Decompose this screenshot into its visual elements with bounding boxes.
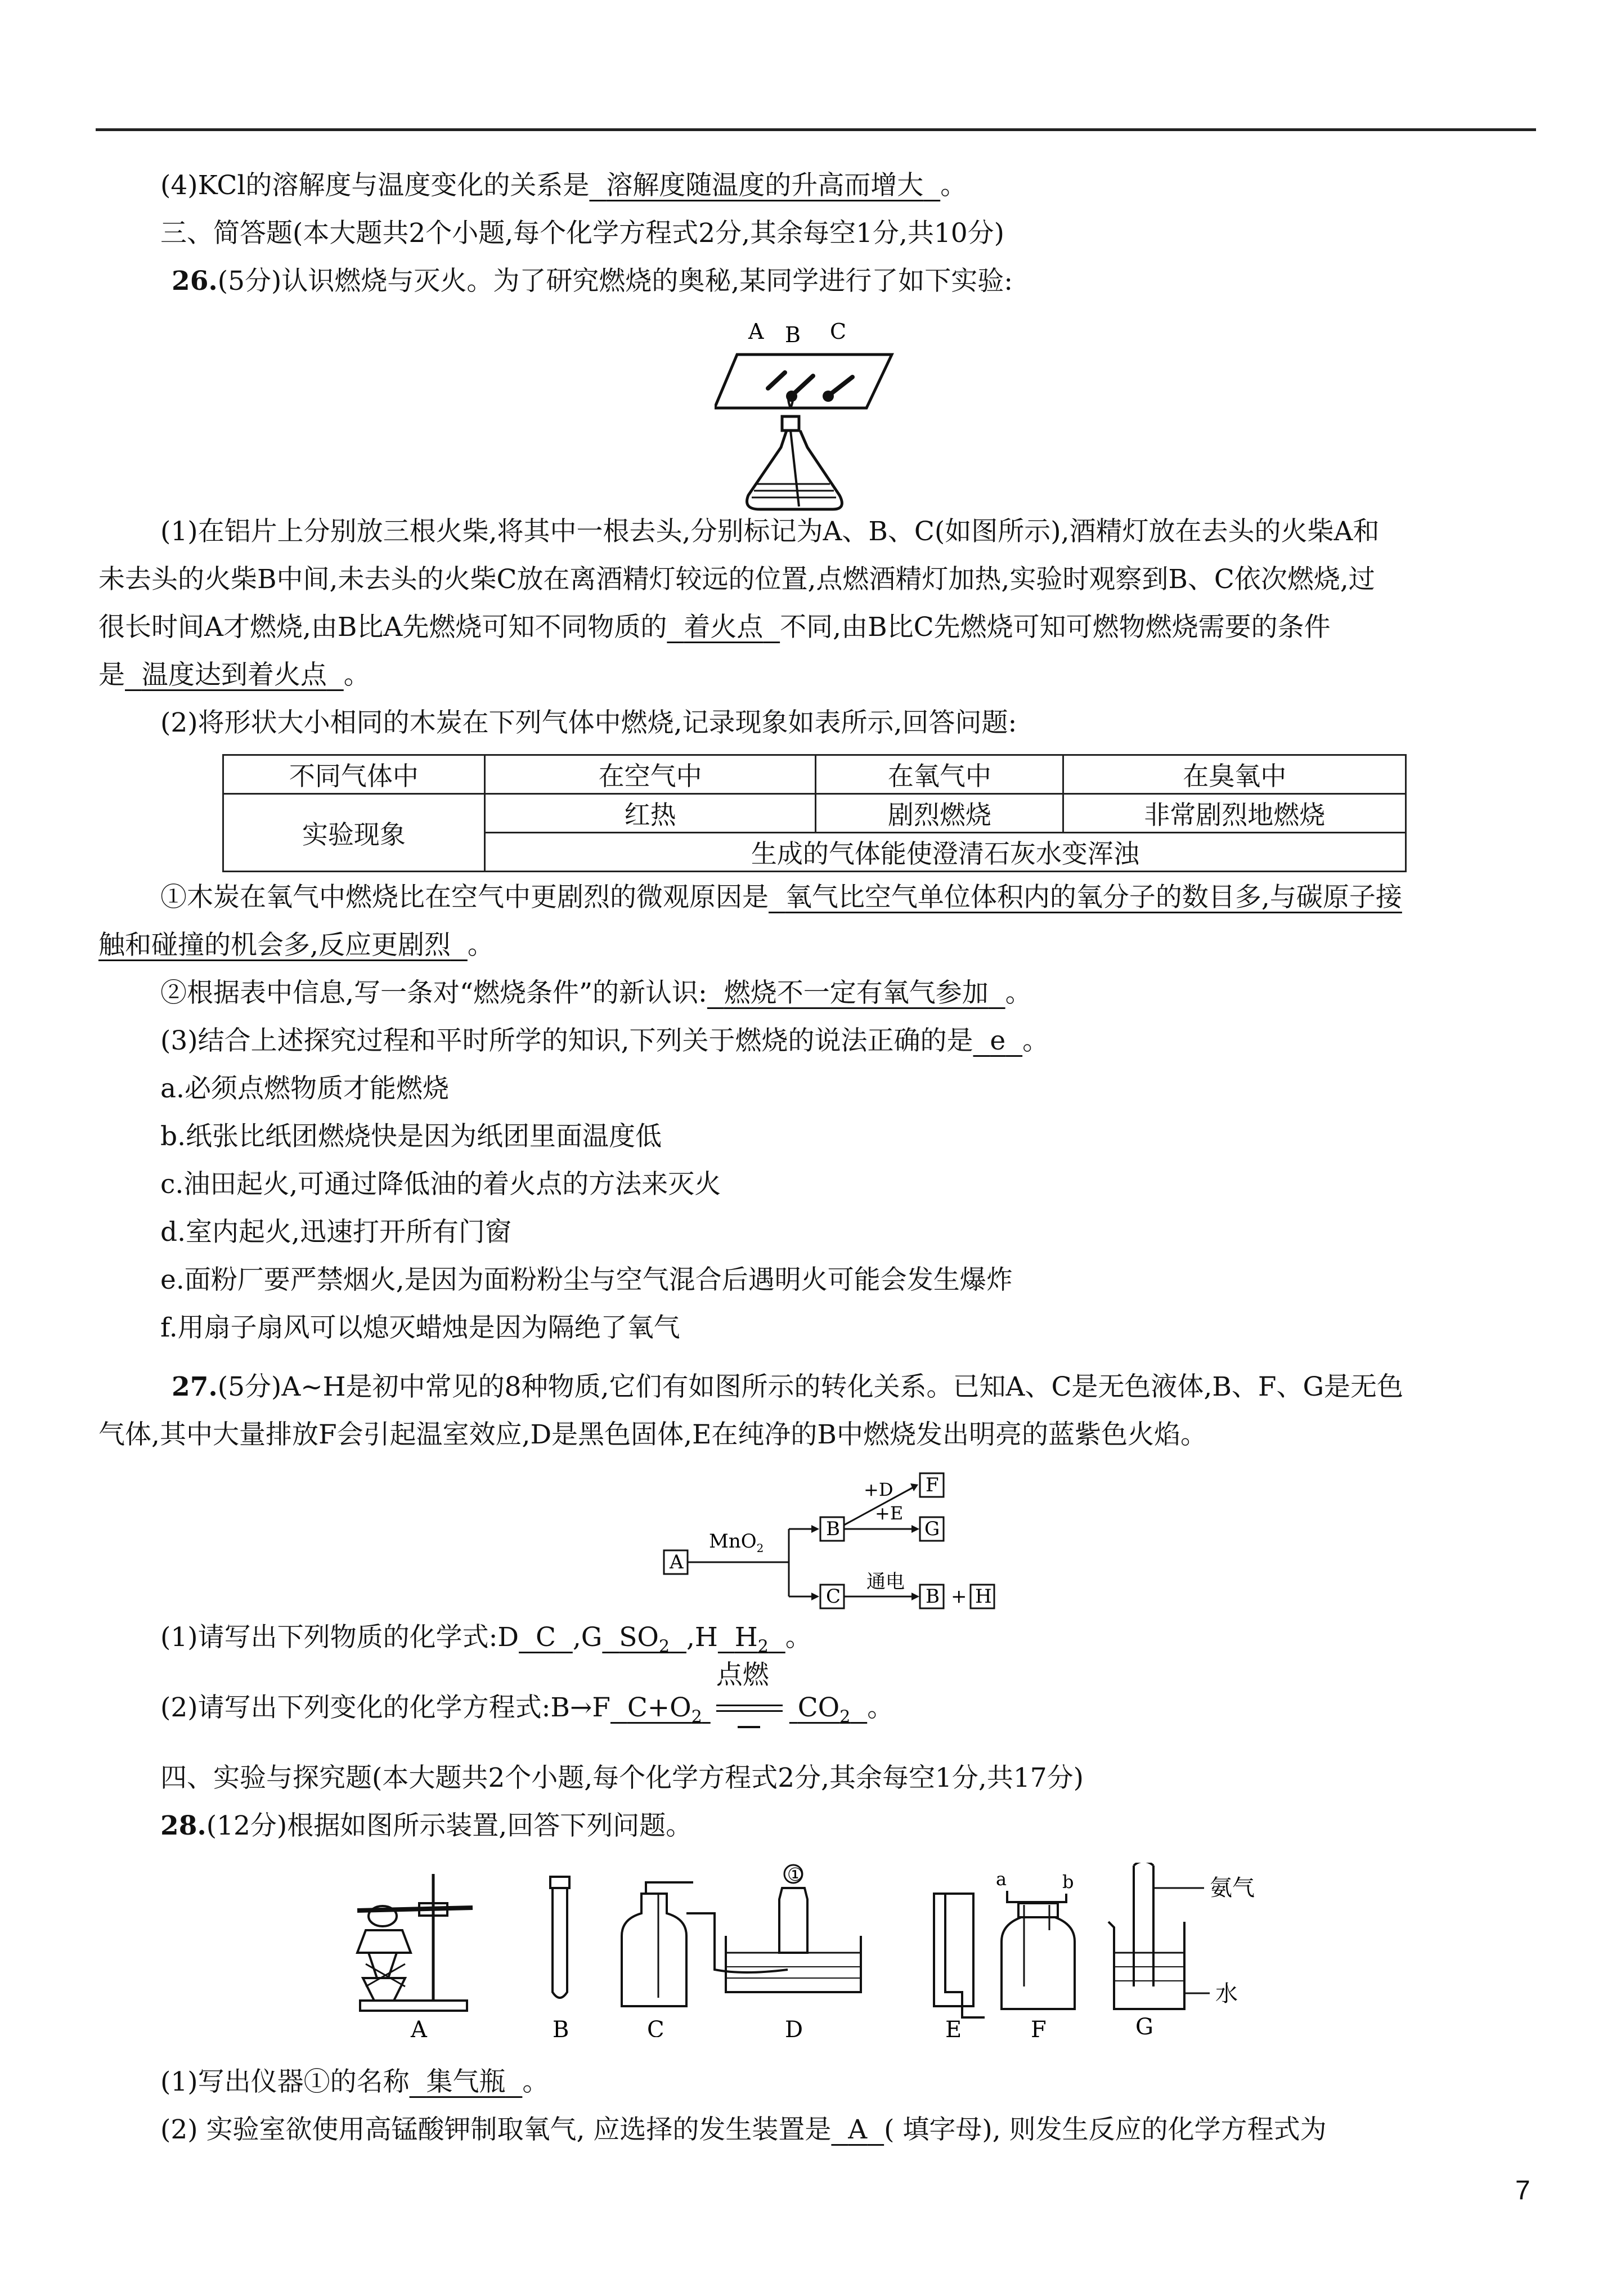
q26-s1-line2: 触和碰撞的机会多,反应更剧烈 。 bbox=[98, 930, 494, 961]
apparatus-e bbox=[934, 1894, 985, 2017]
plus-sign: + bbox=[951, 1585, 967, 1608]
reaction-condition: 点燃 bbox=[711, 1691, 789, 1725]
q27-q2: (2)请写出下列变化的化学方程式:B→F $C+O_2$ 点燃 $CO_2$ 。 bbox=[160, 1691, 893, 1734]
node-b: B bbox=[826, 1518, 840, 1540]
answer-blank: C bbox=[535, 1622, 556, 1653]
q26-heading: 26.(5分)认识燃烧与灭火。为了研究燃烧的奥秘,某同学进行了如下实验: bbox=[172, 266, 1013, 297]
apparatus-a bbox=[357, 1874, 473, 2011]
answer-blank: 氧气比空气单位体积内的氧分子的数目多,与碳原子接 bbox=[785, 882, 1402, 913]
q26-p1-line1: (1)在铝片上分别放三根火柴,将其中一根去头,分别标记为A、B、C(如图所示),酒精灯放在去头的火柴A和 bbox=[160, 516, 1380, 547]
answer-blank: 集气瓶 bbox=[426, 2066, 506, 2097]
apparatus-f bbox=[996, 1868, 1075, 2009]
port-a-label: a bbox=[996, 1868, 1007, 1890]
q27-q1: (1)请写出下列物质的化学式:D C ,G $SO_2$ ,H $H_2$ 。 bbox=[160, 1622, 812, 1657]
q26-p3: (3)结合上述探究过程和平时所学的知识,下列关于燃烧的说法正确的是 e 。 bbox=[160, 1025, 1049, 1056]
label-a: A bbox=[411, 2017, 427, 2037]
label-f: F bbox=[1031, 2017, 1047, 2037]
answer-blank: 着火点 bbox=[684, 612, 764, 643]
table-cell: 在空气中 bbox=[484, 755, 816, 794]
q28-q2: (2) 实验室欲使用高锰酸钾制取氧气, 应选择的发生装置是 A ( 填字母), 则发生反应的化学方程式为 bbox=[160, 2114, 1327, 2145]
page-number: 7 bbox=[1515, 2176, 1530, 2205]
q26-p2: (2)将形状大小相同的木炭在下列气体中燃烧,记录现象如表所示,回答问题: bbox=[160, 707, 1017, 738]
q26-s2: ②根据表中信息,写一条对“燃烧条件”的新认识: 燃烧不一定有氧气参加 。 bbox=[160, 977, 1032, 1008]
option-e: e.面粉厂要严禁烟火,是因为面粉粉尘与空气混合后遇明火可能会发生爆炸 bbox=[160, 1264, 1013, 1295]
plus-d-label: +D bbox=[864, 1479, 893, 1500]
apparatus-b bbox=[550, 1877, 569, 1998]
apparatus-g bbox=[1108, 1863, 1255, 2009]
answer-blank: 溶解度随温度的升高而增大 bbox=[606, 170, 924, 201]
q26-p1-line3: 很长时间A才燃烧,由B比A先燃烧可知不同物质的 着火点 不同,由B比C先燃烧可知可燃物燃烧需要的条件 bbox=[98, 612, 1331, 643]
option-c: c.油田起火,可通过降低油的着火点的方法来灭火 bbox=[160, 1169, 721, 1200]
q28-heading: 28.(12分)根据如图所示装置,回答下列问题。 bbox=[160, 1810, 693, 1841]
instrument-1-label: ① bbox=[787, 1864, 803, 1885]
table-cell: 红热 bbox=[484, 794, 816, 833]
label-d: D bbox=[785, 2017, 803, 2037]
apparatus-d bbox=[686, 1864, 861, 1992]
port-b-label: b bbox=[1062, 1871, 1074, 1893]
table-cell: 剧烈燃烧 bbox=[816, 794, 1063, 833]
q26-p1-line4: 是 温度达到着火点 。 bbox=[98, 660, 370, 690]
apparatus-figure bbox=[349, 1863, 1373, 2037]
label-g: G bbox=[1135, 2014, 1153, 2037]
node-c: C bbox=[826, 1585, 841, 1608]
node-g: G bbox=[924, 1518, 940, 1540]
answer-blank: 温度达到着火点 bbox=[141, 660, 327, 690]
answer-blank: $H_2$ bbox=[734, 1622, 769, 1657]
section-4-heading: 四、实验与探究题(本大题共2个小题,每个化学方程式2分,其余每空1分,共17分) bbox=[160, 1763, 1084, 1793]
answer-blank: A bbox=[848, 2114, 868, 2145]
answer-blank: 燃烧不一定有氧气参加 bbox=[724, 977, 989, 1008]
table-cell: 不同气体中 bbox=[223, 755, 485, 794]
answer-blank: $CO_2$ bbox=[797, 1692, 851, 1727]
option-a: a.必须点燃物质才能燃烧 bbox=[160, 1073, 449, 1104]
label-c: C bbox=[830, 319, 847, 344]
node-b-product: B bbox=[926, 1585, 940, 1608]
label-b: B bbox=[785, 322, 801, 347]
q26-p1-line2: 未去头的火柴B中间,未去头的火柴C放在离酒精灯较远的位置,点燃酒精灯加热,实验时观察到B、C依次燃烧,过 bbox=[98, 564, 1375, 595]
node-f: F bbox=[926, 1474, 939, 1496]
ammonia-label: 氨气 bbox=[1210, 1875, 1255, 1901]
water-label: 水 bbox=[1215, 1981, 1238, 2007]
label-e: E bbox=[945, 2017, 962, 2037]
table-cell: 在氧气中 bbox=[816, 755, 1063, 794]
q25-4-line: (4)KCl的溶解度与温度变化的关系是 溶解度随温度的升高而增大 。 bbox=[160, 170, 967, 201]
q27-line1: 27.(5分)A~H是初中常见的8种物质,它们有如图所示的转化关系。已知A、C是无色液体,B、F、G是无色 bbox=[172, 1371, 1404, 1402]
table-cell: 在臭氧中 bbox=[1063, 755, 1406, 794]
plus-e-label: +E bbox=[875, 1503, 904, 1524]
observation-table bbox=[222, 754, 1407, 872]
answer-blank: e bbox=[990, 1025, 1006, 1056]
option-f: f.用扇子扇风可以熄灭蜡烛是因为隔绝了氧气 bbox=[160, 1312, 680, 1343]
table-row bbox=[223, 755, 1406, 794]
catalyst-label: MnO$_2$ bbox=[709, 1530, 764, 1555]
electrolysis-label: 通电 bbox=[866, 1571, 905, 1593]
q26-s1-line1: ①木炭在氧气中燃烧比在空气中更剧烈的微观原因是 氧气比空气单位体积内的氧分子的数目多,与碳原子接 bbox=[160, 882, 1402, 913]
label-c: C bbox=[647, 2017, 664, 2037]
label-b: B bbox=[553, 2017, 569, 2037]
node-a: A bbox=[670, 1551, 684, 1573]
answer-blank: $SO_2$ bbox=[619, 1622, 670, 1657]
node-h: H bbox=[975, 1585, 992, 1608]
header-rule bbox=[96, 128, 1536, 131]
q28-q1: (1)写出仪器①的名称 集气瓶 。 bbox=[160, 2066, 549, 2097]
conversion-diagram bbox=[658, 1463, 1030, 1626]
answer-blank: 触和碰撞的机会多,反应更剧烈 bbox=[98, 930, 451, 961]
table-cell: 实验现象 bbox=[223, 794, 485, 872]
option-d: d.室内起火,迅速打开所有门窗 bbox=[160, 1217, 511, 1248]
table-row bbox=[223, 794, 1406, 833]
q27-line2: 气体,其中大量排放F会引起温室效应,D是黑色固体,E在纯净的B中燃烧发出明亮的蓝紫色火焰。 bbox=[98, 1419, 1207, 1450]
table-cell: 非常剧烈地燃烧 bbox=[1063, 794, 1406, 833]
apparatus-c bbox=[622, 1882, 693, 2006]
option-b: b.纸张比纸团燃烧快是因为纸团里面温度低 bbox=[160, 1121, 662, 1152]
section-3-heading: 三、简答题(本大题共2个小题,每个化学方程式2分,其余每空1分,共10分) bbox=[160, 218, 1005, 249]
answer-blank: $C+O_2$ bbox=[627, 1692, 702, 1727]
label-a: A bbox=[748, 319, 764, 344]
table-cell: 生成的气体能使澄清石灰水变浑浊 bbox=[484, 833, 1406, 872]
